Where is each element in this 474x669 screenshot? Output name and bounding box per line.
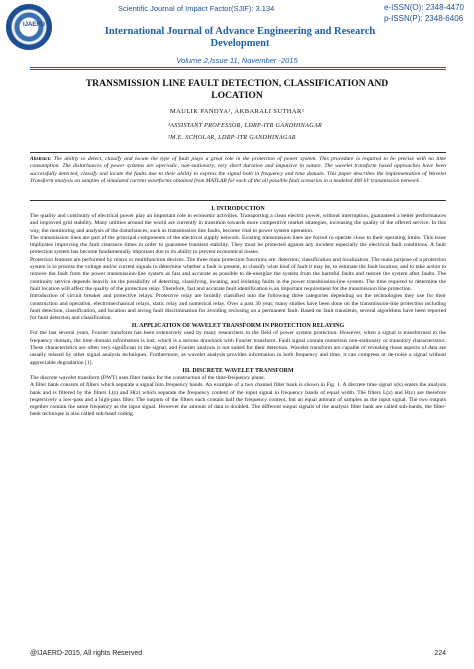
abstract-text: The ability to detect, classify and locate the type of fault plays a great role in the protection of power system. This procedure is required to be precise with no time consumption. The disturbances of power systems are aperiodic, non-stationary, very short duration and impulsive in nature. The wavelet transform based approaches have been successfully detected, classify and locate the faults due to their ability to express the signal both in frequency and time domain. This paper describes the implementation of Wavelet Transform analysis on samples of simulated current waveforms obtained from MATLAB for each of the all possible fault scenarios in a modeled 400 kV transmission network.: [30, 156, 447, 184]
logo-text: IJAERD: [23, 22, 46, 28]
abstract: [30, 156, 446, 185]
paragraph: Introduction of circuit breaker and protective relays. Protective relay are broadly classified into the following three categories depending on the technologies they use for their construction and operation, electromechanical relays, static relay and numerical relay. Over a past 30 year, many studies have been done on the transmission-line protection including fault detection, classification, and location and arcing fault discrimination for avoiding reclosing on a permanent fault. Based on fault transients, several algorithms have been reported for fault detection and classification.: [30, 293, 446, 322]
impact-factor: Scientific Journal of Impact Factor(SJIF): 3.134: [118, 4, 275, 13]
affiliation-1: ¹ASSISTANT PROFESSOR, LDRP-ITR GANDHINAGAR: [168, 122, 323, 129]
page-footer: [30, 650, 446, 657]
section-heading-introduction: I. INTRODUCTION: [211, 206, 265, 212]
header-rule: [30, 67, 446, 68]
journal-name-line2: Development: [210, 38, 270, 49]
paper-body: [30, 205, 446, 419]
journal-name: [40, 26, 440, 50]
header-rule-2: [30, 69, 446, 70]
paragraph: A filter bank consists of filters which separate a signal into frequency bands. An example of a two channel filter bank is shown in Fig. 1. A discrete time signal x(k) enters the analysis bank and is filtered by the filters L(z) and H(z) which separate the frequency content of the input signal in frequency bands of equal width. The filters L(z) and H(z) are therefore respectively a low-pass and a high-pass filter. The outputs of the filters each contain half the frequency content, but an equal amount of samples as the input signal. The two outputs together contain the same frequency as the input signal. However the amount of data is doubled. The different output signals of the analysis filter bank are called sub-bands, the filter-bank technique is also called sub-band coding.: [30, 382, 446, 418]
page-number: 224: [434, 650, 446, 657]
affiliation-2: ²M.E. SCHOLAR, LDRP-ITR GANDHINAGAR: [168, 134, 296, 141]
journal-header: [0, 0, 474, 52]
journal-name-line1: International Journal of Advance Engineering and Research: [104, 26, 376, 37]
section-heading-wavelet-application: II. APPLICATION OF WAVELET TRANSFORM IN PROTECTION RELAYING: [131, 323, 345, 330]
paragraph: The quality and continuity of electrical power play an important role in economic activities. Transporting a clean electric power, without interruption, guaranteed a better performances and improved grid stability. Many utilities around the world are currently in transition towards more competitive market strategies, increasing the quality of the offered service. In this way, the monitoring and analysis of the disturbances, such as transmission line faults, become vital to power system operation.: [30, 213, 446, 234]
issn-block: [384, 2, 464, 24]
pissn: p-ISSN(P): 2348-6406: [383, 14, 464, 23]
copyright: @IJAERD-2015, All rights Reserved: [30, 650, 143, 657]
eissn: e-ISSN(O): 2348-4470: [383, 3, 464, 12]
paragraph: Protection features are performed by relays or multifunction devices. The three main protection functions are: detection, classification and localization. The main purpose of a protection system is to process the voltage and/or current signals to determine whether a fault is present, to classify what kind of fault it may be, to estimate the fault location, and to take action to remove the fault from the power transmission-line system as fast and accurate as possible to de-energize the system from the harmful faults and restore the system after faults. The continuity service depends heavily on the possibility of detecting, classifying, locating, and isolating faults in the power transmission-line system. The time required to determine the fault location will affect the quality of the protection relay. Therefore, fast and accurate fault identification is an important requirement for the transmission line protection.: [30, 256, 446, 292]
abstract-label: Abstract:: [30, 156, 52, 162]
abstract-rule-bottom: [30, 200, 446, 201]
abstract-rule-top: [30, 152, 446, 153]
paragraph: The transmission lines are part of the principal components of the electrical supply network. Existing transmission lines are forced to operate close to their operating limits. This issue implicates improving the fault clearance times in order to guarantee transient stability. They must be protected against any incident especially the electrical fault conditions. A fault protection system has become fundamentally important due to its ability to prevent economical losses.: [30, 234, 446, 256]
paper-title: TRANSMISSION LINE FAULT DETECTION, CLASSIFICATION AND LOCATION: [85, 78, 389, 101]
paragraph: For the last several years, Fourier transform has been extensively used by many researchers in the field of power system protection. However, when a signal is transformed to the frequency domain, the time domain information is lost, which is a serious drawback with Fourier transform. Fault signal contain numerous non-stationary or transitory characteristics. These characteristics are often very significant in the signal, and Fourier analysis is not suited for their detection. Wavelet transform are capable of revealing those aspects of data are usually missed by other signal analysis techniques. Furthermore, as wavelet analysis provides information in both frequency and time, it can compress or de-noise a signal without appreciable degradation [1].: [30, 330, 446, 366]
section-heading-dwt: III. DISCRETE WAVELET TRANSFORM: [182, 367, 294, 374]
paragraph: The discrete wavelet transform (DWT) uses filter banks for the construction of the time-frequency plane.: [30, 374, 266, 381]
paper-authors: MAULIK PANDYA¹, AKBARALI SUTHAR²: [169, 108, 305, 115]
volume-issue: Volume 2,Issue 11, November -2015: [176, 56, 298, 65]
